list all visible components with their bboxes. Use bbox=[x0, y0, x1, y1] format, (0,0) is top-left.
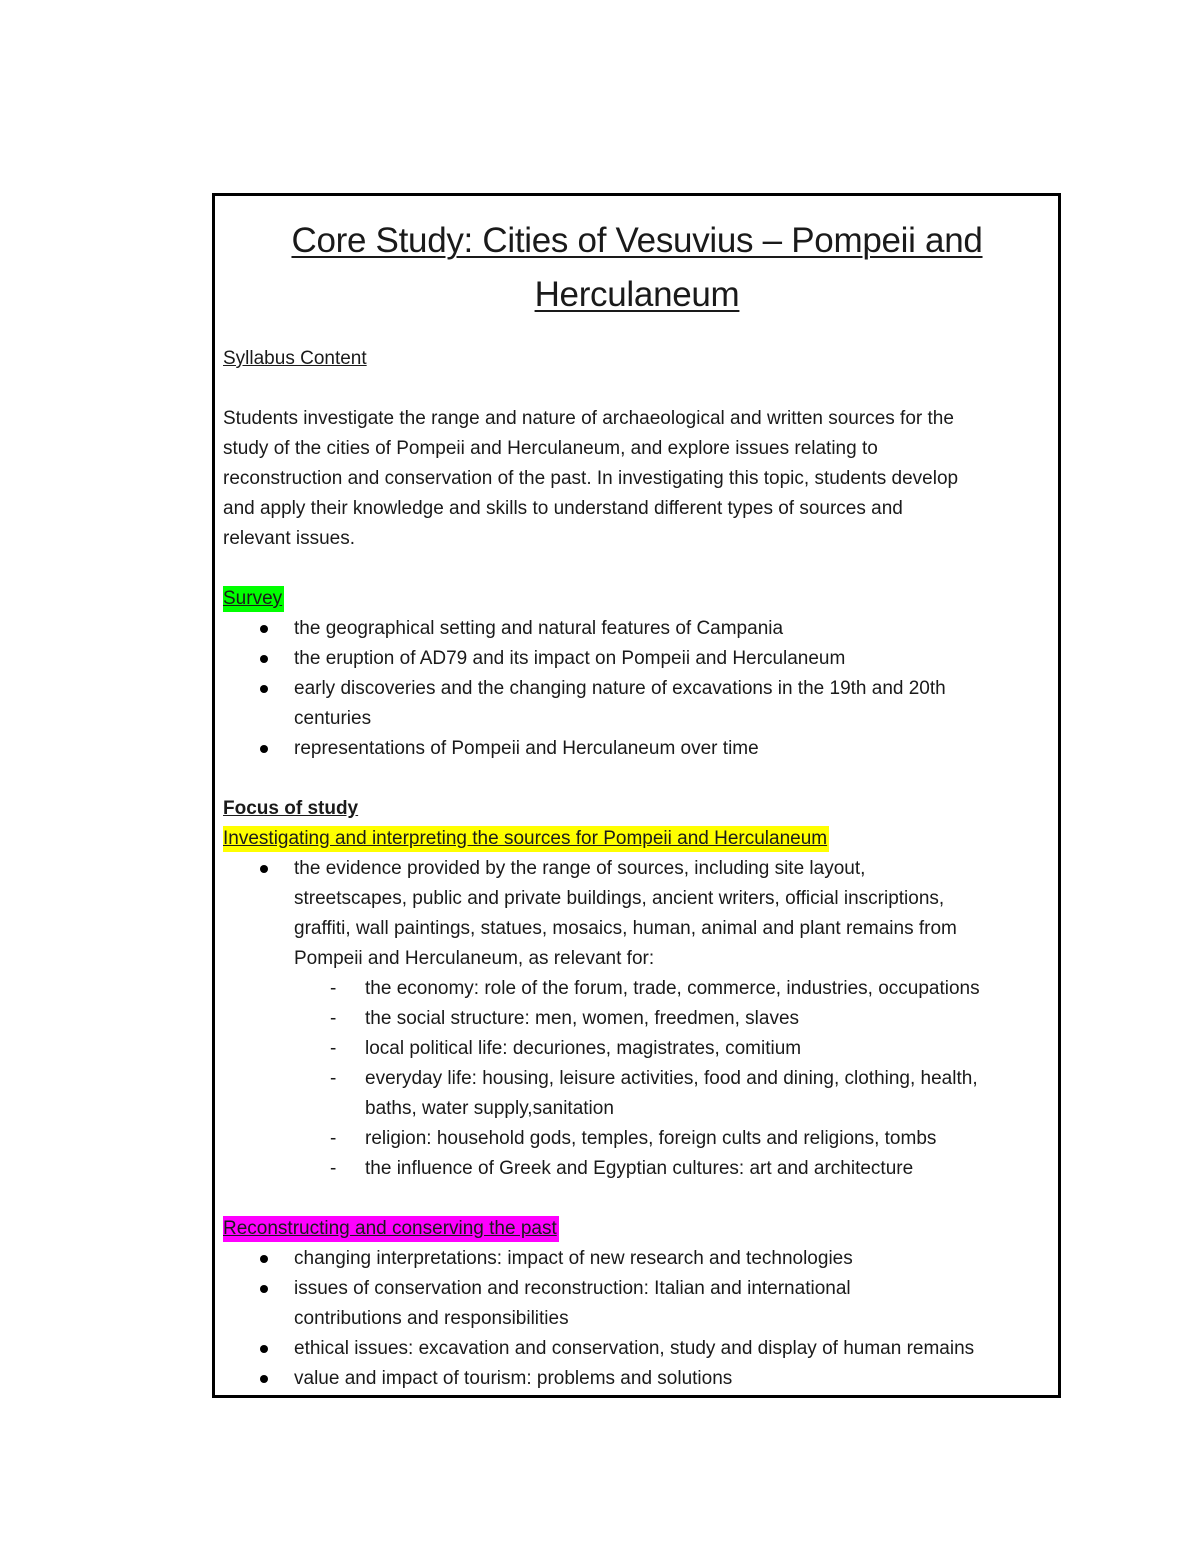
dash-icon: - bbox=[330, 978, 337, 999]
bullet-icon bbox=[260, 865, 268, 873]
list-item-text: graffiti, wall paintings, statues, mosaics, human, animal and plant remains from bbox=[294, 918, 957, 939]
intro-line: Students investigate the range and nature of archaeological and written sources for the bbox=[223, 408, 954, 429]
sub-list-item bbox=[223, 1064, 1051, 1124]
focus-list bbox=[223, 854, 1051, 1184]
sub-list-item bbox=[223, 1004, 1051, 1034]
title-line-1: Core Study: Cities of Vesuvius – Pompeii and bbox=[291, 221, 983, 260]
sub-list-item bbox=[223, 1124, 1051, 1154]
list-item bbox=[223, 1244, 1051, 1274]
bullet-icon bbox=[260, 1375, 268, 1383]
bullet-icon bbox=[260, 655, 268, 663]
dash-icon: - bbox=[330, 1128, 337, 1149]
sub-list-item-text: religion: household gods, temples, foreign cults and religions, tombs bbox=[365, 1128, 937, 1149]
reconstructing-list bbox=[223, 1244, 1051, 1394]
dash-icon: - bbox=[330, 1158, 337, 1179]
reconstructing-heading: Reconstructing and conserving the past bbox=[223, 1216, 559, 1242]
dash-icon: - bbox=[330, 1068, 337, 1089]
intro-line: and apply their knowledge and skills to understand different types of sources and bbox=[223, 498, 903, 519]
list-item-text: changing interpretations: impact of new research and technologies bbox=[294, 1248, 853, 1269]
spacer bbox=[223, 322, 1051, 344]
list-item bbox=[223, 614, 1051, 644]
bullet-icon bbox=[260, 745, 268, 753]
list-item bbox=[223, 674, 1051, 734]
focus-sub-list bbox=[223, 974, 1051, 1184]
list-item bbox=[223, 1274, 1051, 1334]
list-item-text: the geographical setting and natural features of Campania bbox=[294, 618, 784, 639]
spacer bbox=[223, 374, 1051, 404]
spacer bbox=[223, 554, 1051, 584]
intro-line: study of the cities of Pompeii and Herculaneum, and explore issues relating to bbox=[223, 438, 878, 459]
list-item-text: issues of conservation and reconstruction: Italian and international bbox=[294, 1278, 851, 1299]
sub-list-item bbox=[223, 1034, 1051, 1064]
list-item-text: contributions and responsibilities bbox=[294, 1308, 569, 1329]
sub-list-item-text: everyday life: housing, leisure activities, food and dining, clothing, health, bbox=[365, 1068, 978, 1089]
list-item-text: streetscapes, public and private buildings, ancient writers, official inscriptions, bbox=[294, 888, 945, 909]
spacer bbox=[223, 764, 1051, 794]
list-item-text: the evidence provided by the range of sources, including site layout, bbox=[294, 858, 866, 879]
sub-list-item-text: the social structure: men, women, freedmen, slaves bbox=[365, 1008, 800, 1029]
spacer bbox=[223, 1184, 1051, 1214]
list-item-text: centuries bbox=[294, 708, 372, 729]
list-item-text: ethical issues: excavation and conservation, study and display of human remains bbox=[294, 1338, 975, 1359]
document-content bbox=[223, 196, 1051, 1394]
bullet-icon bbox=[260, 1285, 268, 1293]
list-item-text: early discoveries and the changing nature of excavations in the 19th and 20th bbox=[294, 678, 946, 699]
sub-list-item bbox=[223, 974, 1051, 1004]
focus-subheading-row bbox=[223, 824, 1051, 854]
focus-subheading: Investigating and interpreting the sources for Pompeii and Herculaneum bbox=[223, 826, 829, 852]
survey-heading-row bbox=[223, 584, 1051, 614]
bullet-icon bbox=[260, 1345, 268, 1353]
list-item bbox=[223, 1364, 1051, 1394]
title-line-2: Herculaneum bbox=[534, 275, 740, 314]
sub-list-item-text: the economy: role of the forum, trade, commerce, industries, occupations bbox=[365, 978, 980, 999]
list-item bbox=[223, 854, 1051, 1184]
list-item bbox=[223, 734, 1051, 764]
document-border-box bbox=[212, 193, 1061, 1398]
sub-list-item-text: the influence of Greek and Egyptian cultures: art and architecture bbox=[365, 1158, 914, 1179]
dash-icon: - bbox=[330, 1038, 337, 1059]
list-item bbox=[223, 644, 1051, 674]
focus-heading: Focus of study bbox=[223, 798, 359, 819]
bullet-icon bbox=[260, 685, 268, 693]
sub-list-item bbox=[223, 1154, 1051, 1184]
sub-list-item-text: local political life: decuriones, magistrates, comitium bbox=[365, 1038, 802, 1059]
list-item-text: the eruption of AD79 and its impact on Pompeii and Herculaneum bbox=[294, 648, 846, 669]
list-item-text: value and impact of tourism: problems and solutions bbox=[294, 1368, 733, 1389]
intro-line: reconstruction and conservation of the past. In investigating this topic, students develop bbox=[223, 468, 959, 489]
syllabus-heading: Syllabus Content bbox=[223, 348, 367, 369]
bullet-icon bbox=[260, 1255, 268, 1263]
bullet-icon bbox=[260, 625, 268, 633]
list-item bbox=[223, 1334, 1051, 1364]
intro-paragraph bbox=[223, 404, 1051, 554]
intro-line: relevant issues. bbox=[223, 528, 356, 549]
reconstructing-heading-row bbox=[223, 1214, 1051, 1244]
list-item-text: Pompeii and Herculaneum, as relevant for: bbox=[294, 948, 655, 969]
survey-heading: Survey bbox=[223, 586, 284, 612]
dash-icon: - bbox=[330, 1008, 337, 1029]
list-item-text: representations of Pompeii and Herculaneum over time bbox=[294, 738, 759, 759]
sub-list-item-text: baths, water supply,sanitation bbox=[365, 1098, 614, 1119]
survey-list bbox=[223, 614, 1051, 764]
page-title bbox=[223, 214, 1051, 322]
